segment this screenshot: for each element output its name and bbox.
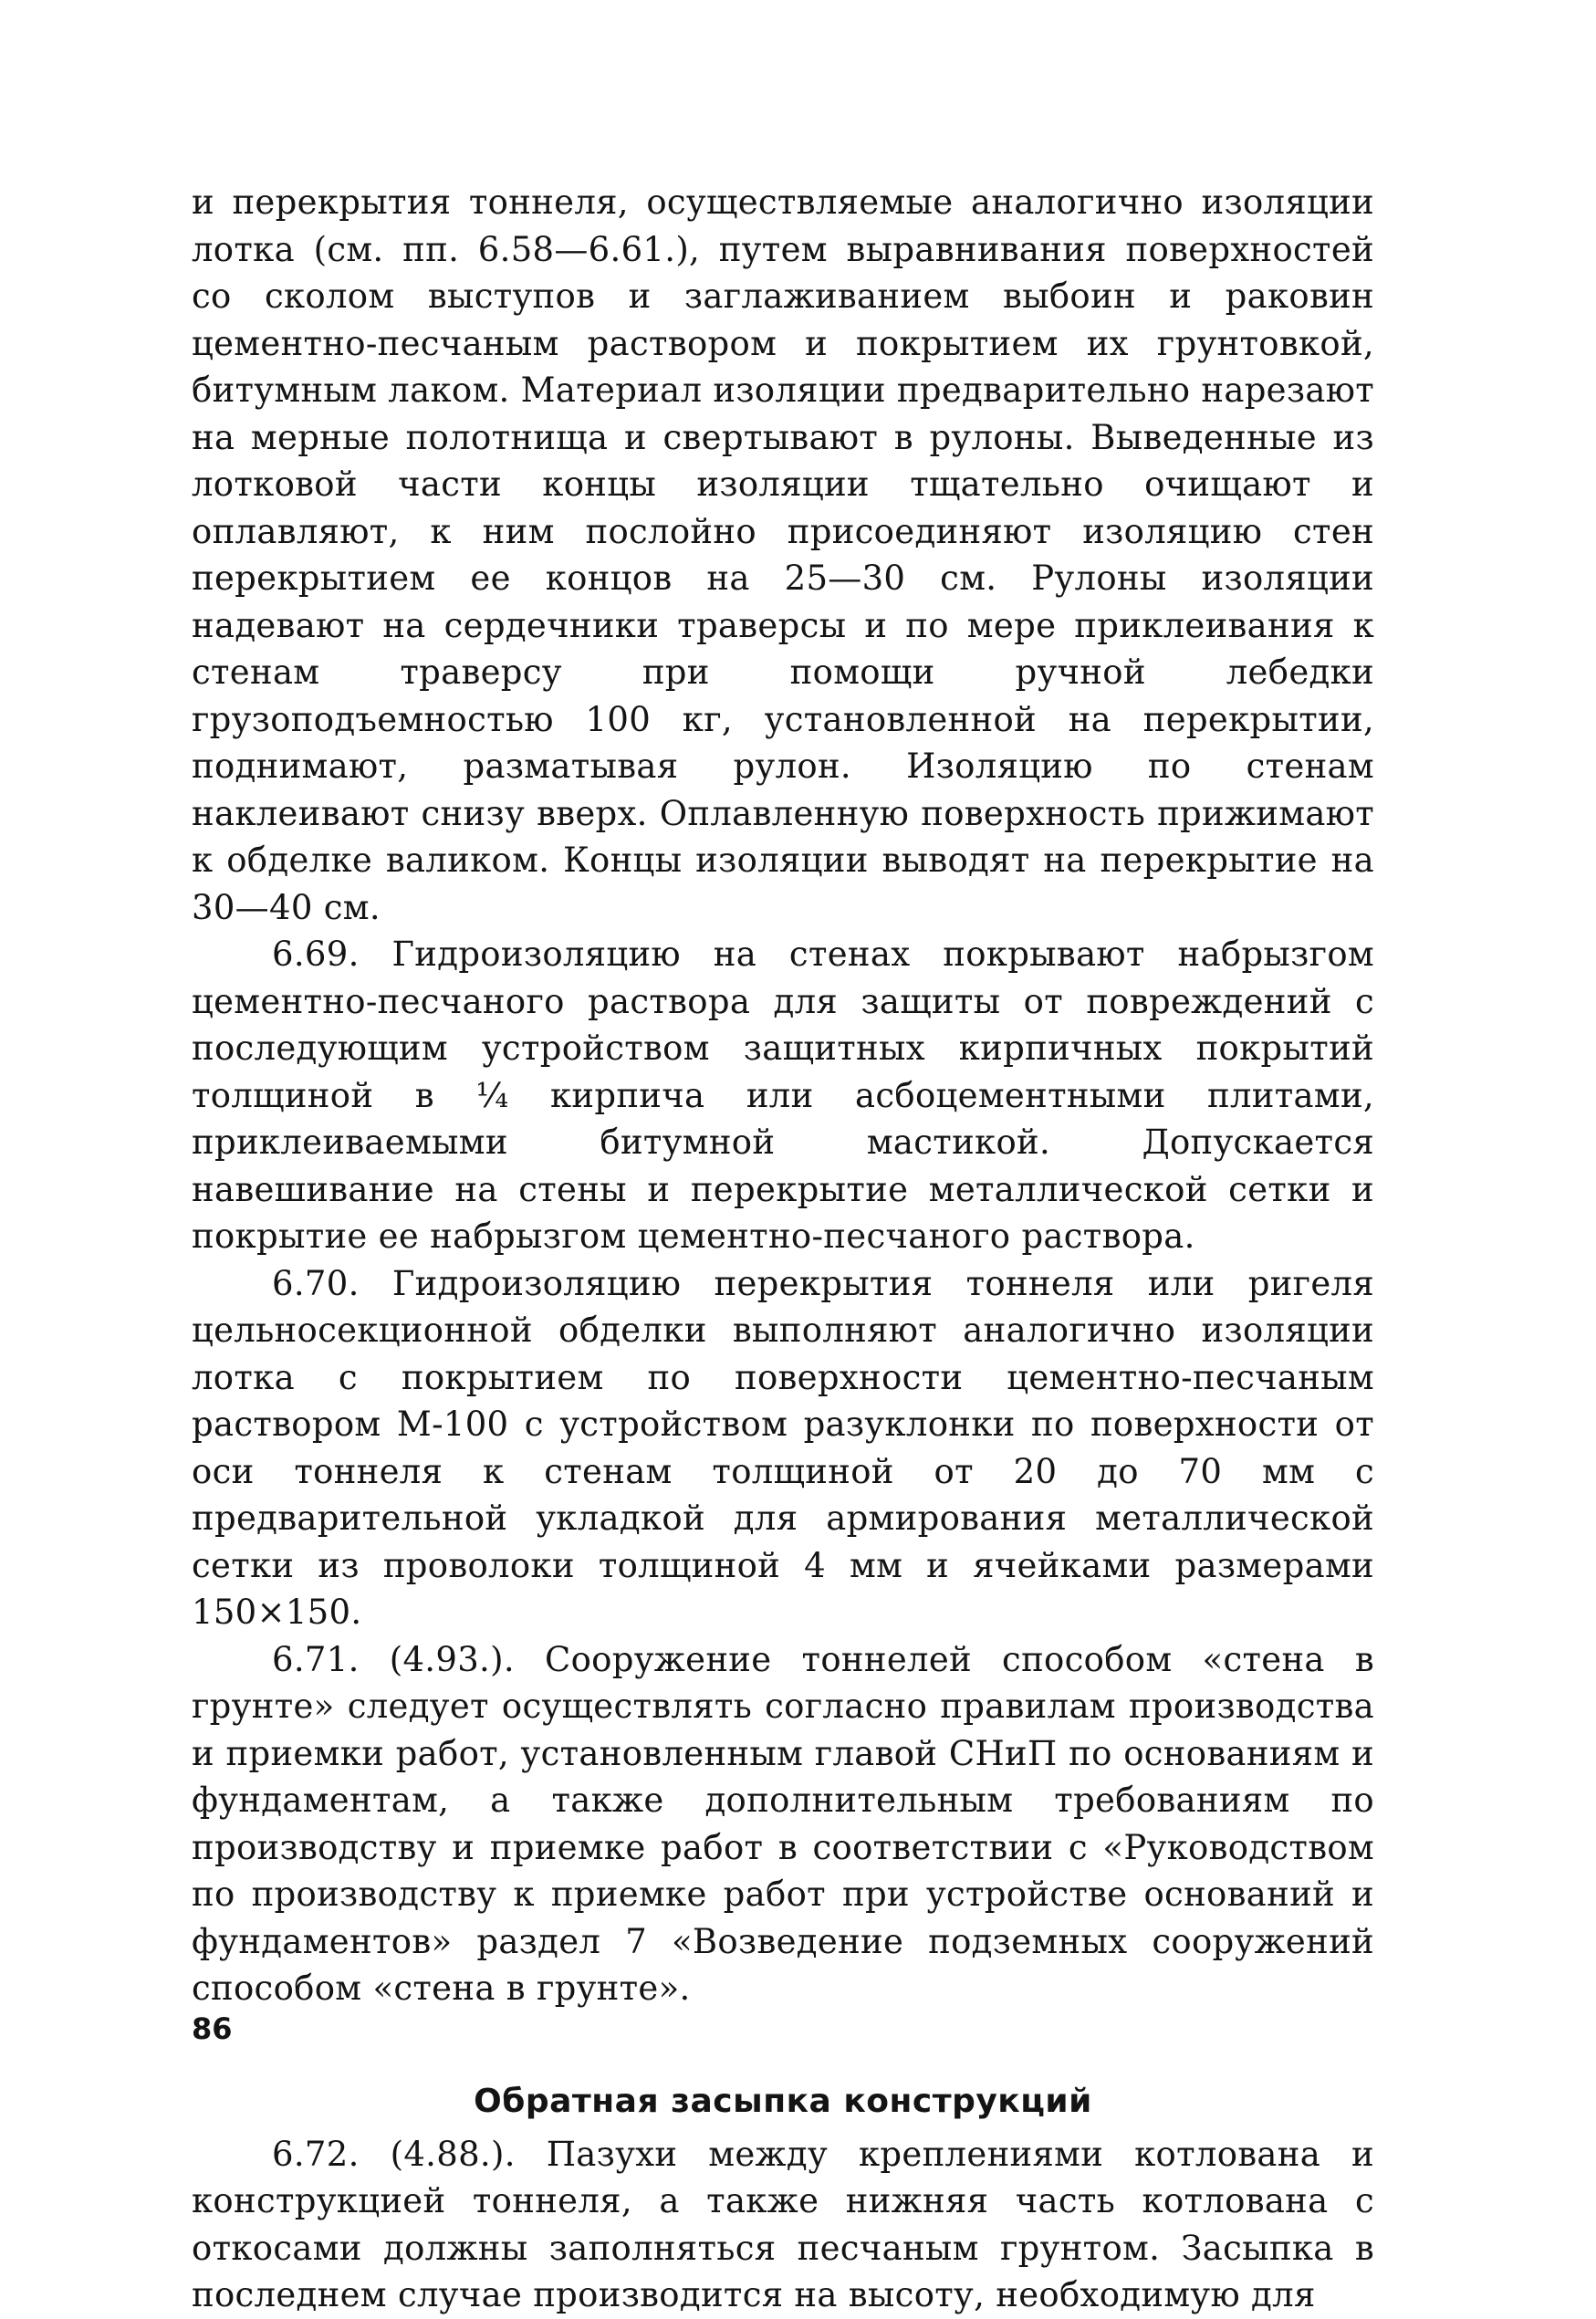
paragraph-6-72: 6.72. (4.88.). Пазухи между креплениями котлована и конструкцией тоннеля, а также нижняя часть котлована с откосами должны заполняться песчаным грунтом. Засыпка в последнем случае производится на высоту, необходимую для: [192, 2134, 1374, 2314]
page-body: [192, 179, 1374, 2319]
paragraph-continuation: и перекрытия тоннеля, осуществляемые аналогично изоляции лотка (см. пп. 6.58—6.61.), путем выравнивания поверхностей со сколом выступов и заглаживанием выбоин и раковин цементно-песчаным раствором и покрытием их грунтовкой, битумным лаком. Материал изоляции предварительно нарезают на мерные полотнища и свертывают в рулоны. Выведенные из лотковой части концы изоляции тщательно очищают и оплавляют, к ним послойно присоединяют изоляцию стен перекрытием ее концов на 25—30 см. Рулоны изоляции надевают на сердечники траверсы и по мере приклеивания к стенам траверсу при помощи ручной лебедки грузоподъемностью 100 кг, установленной на перекрытии, поднимают, разматывая рулон. Изоляцию по стенам наклеивают снизу вверх. Оплавленную поверхность прижимают к обделке валиком. Концы изоляции выводят на перекрытие на 30—40 см.: [192, 183, 1374, 927]
section-heading: Обратная засыпка конструкций: [474, 2082, 1092, 2120]
paragraph-6-70: 6.70. Гидроизоляцию перекрытия тоннеля или ригеля цельносекционной обделки выполняют аналогично изоляции лотка с покрытием по поверхности цементно-песчаным раствором М-100 с устройством разуклонки по поверхности от оси тоннеля к стенам толщиной от 20 до 70 мм с предварительной укладкой для армирования металлической сетки из проволоки толщиной 4 мм и ячейками размерами 150×150.: [192, 1263, 1374, 1632]
paragraph-6-69: 6.69. Гидроизоляцию на стенах покрывают набрызгом цементно-песчаного раствора для защиты от повреждений с последующим устройством защитных кирпичных покрытий толщиной в ¼ кирпича или асбоцементными плитами, приклеиваемыми битумной мастикой. Допускается навешивание на стены и перекрытие металлической сетки и покрытие ее набрызгом цементно-песчаного раствора.: [192, 935, 1374, 1256]
page-number: 86: [192, 2011, 233, 2046]
paragraph-6-71: 6.71. (4.93.). Сооружение тоннелей способом «стена в грунте» следует осуществлять согласно правилам производства и приемки работ, установленным главой СНиП по основаниям и фундаментам, а также дополнительным требованиям по производству и приемке работ в соответствии с «Руководством по производству к приемке работ при устройстве оснований и фундаментов» раздел 7 «Возведение подземных сооружений способом «стена в грунте».: [192, 1639, 1374, 2008]
